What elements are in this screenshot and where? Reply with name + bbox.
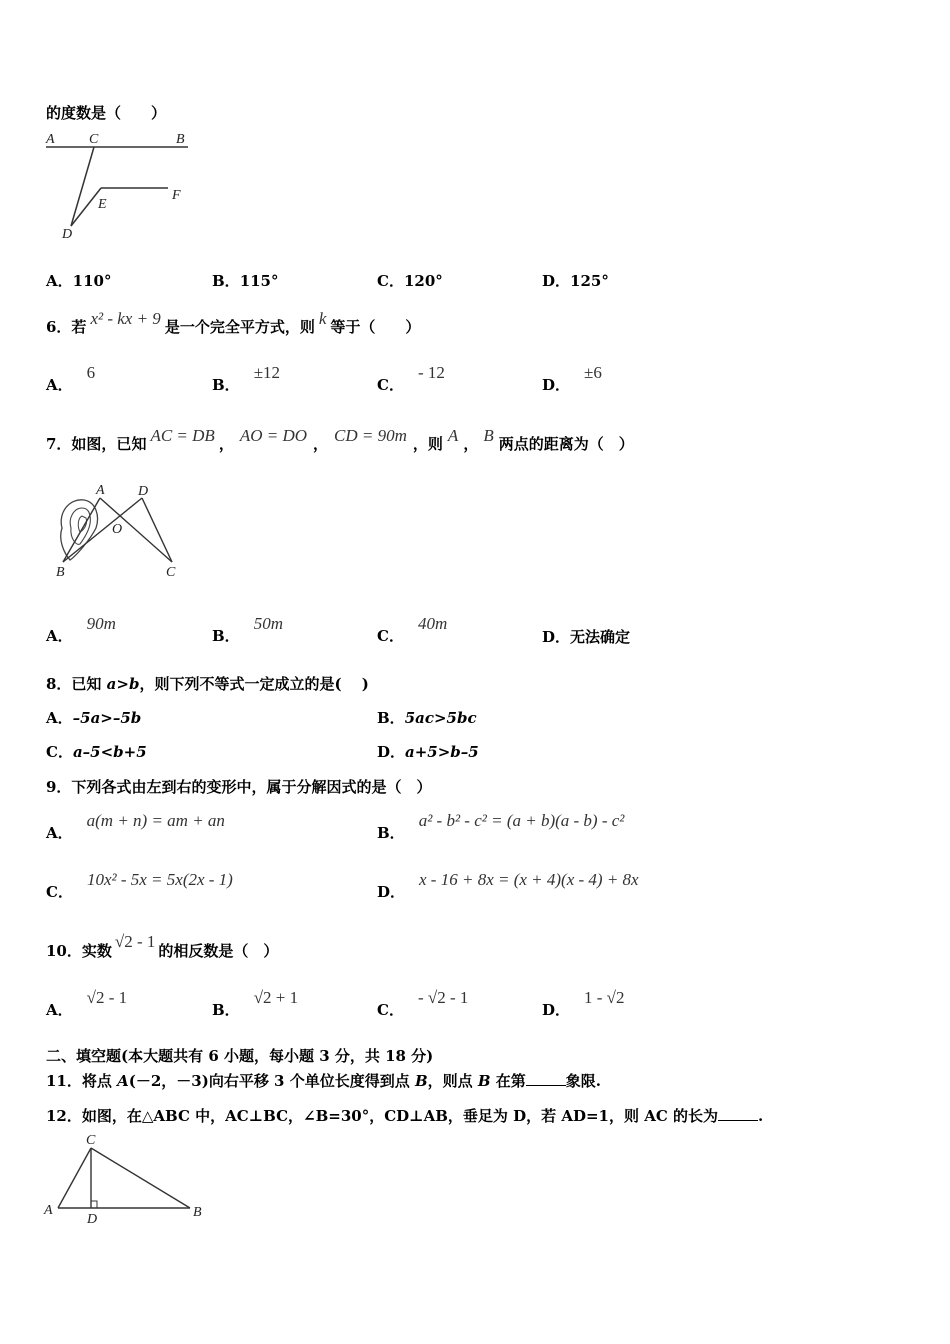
line-cd <box>71 147 94 226</box>
q9-option-c[interactable]: C．10x² - 5x = 5x(2x - 1) <box>46 870 233 901</box>
q7-label-a: A <box>96 483 105 498</box>
q6-option-d[interactable]: D．±6 <box>542 363 602 394</box>
q10-option-c[interactable]: C．- √2 - 1 <box>377 988 469 1019</box>
q7-label-d: D <box>138 484 149 499</box>
q7-option-c[interactable]: C．40m <box>377 614 448 645</box>
q8-option-d[interactable]: D．a+5>b–5 <box>377 743 479 761</box>
segment-db <box>63 498 142 562</box>
q7-label-c: C <box>166 565 176 580</box>
q12-figure <box>40 1130 215 1225</box>
q7-label-b: B <box>56 565 65 580</box>
q5-option-c[interactable]: C．120° <box>377 272 443 290</box>
line-de <box>71 188 101 226</box>
q10-expr: √2 - 1 <box>114 932 156 951</box>
q7-label-o: O <box>112 522 123 537</box>
pond-inner-1 <box>70 508 90 544</box>
q9-option-d[interactable]: D．x - 16 + 8x = (x + 4)(x - 4) + 8x <box>377 870 639 901</box>
q9-option-a[interactable]: A．a(m + n) = am + an <box>46 811 225 842</box>
q5-option-d[interactable]: D．125° <box>542 272 609 290</box>
q5-label-a: A <box>46 132 55 147</box>
segment-dc <box>142 498 172 562</box>
q7-option-a[interactable]: A．90m <box>46 614 116 645</box>
q12-stem: 12．如图，在△ABC 中，AC⊥BC，∠B=30°，CD⊥AB，垂足为 D，若 AD=1，则 AC 的长为 . <box>46 1107 764 1125</box>
q8-option-b[interactable]: B．5ac>5bc <box>377 709 477 727</box>
q12-label-c: C <box>86 1133 96 1148</box>
segment-ac <box>100 498 172 562</box>
q8-option-a[interactable]: A．–5a>–5b <box>46 709 142 727</box>
q9-stem: 9．下列各式由左到右的变形中，属于分解因式的是（ ） <box>46 778 432 796</box>
q5-label-e: E <box>98 197 107 212</box>
q11-answer-blank[interactable] <box>526 1071 566 1086</box>
q5-label-b: B <box>176 132 185 147</box>
q12-answer-blank[interactable] <box>718 1106 758 1121</box>
q5-option-b[interactable]: B．115° <box>212 272 279 290</box>
right-angle-mark <box>91 1201 97 1208</box>
q7-stem: 7．如图，已知 AC = DB ， AO = DO ， CD = 90m ，则 A ， B 两点的距离为（ ） <box>46 426 634 453</box>
q6-option-b[interactable]: B．±12 <box>212 363 281 394</box>
q12-label-a: A <box>44 1203 53 1218</box>
section-2-title: 二、填空题(本大题共有 6 小题，每小题 3 分，共 18 分) <box>46 1047 434 1065</box>
q6-option-c[interactable]: C．- 12 <box>377 363 445 394</box>
q5-stem: 的度数是（ ） <box>46 104 167 122</box>
q10-option-a[interactable]: A．√2 - 1 <box>46 988 128 1019</box>
q10-stem: 10．实数 √2 - 1 的相反数是（ ） <box>46 932 279 960</box>
q9-option-b[interactable]: B．a² - b² - c² = (a + b)(a - b) - c² <box>377 811 625 842</box>
q10-option-b[interactable]: B．√2 + 1 <box>212 988 299 1019</box>
q7-option-d[interactable]: D．无法确定 <box>542 628 631 646</box>
q8-option-c[interactable]: C．a–5<b+5 <box>46 743 147 761</box>
q5-label-f: F <box>172 188 181 203</box>
q5-label-d: D <box>62 227 73 242</box>
q10-option-d[interactable]: D．1 - √2 <box>542 988 625 1019</box>
q6-stem: 6．若 x² - kx + 9 是一个完全平方式，则 k 等于（ ） <box>46 309 421 336</box>
q5-label-c: C <box>89 132 99 147</box>
q5-figure <box>40 128 200 243</box>
q12-label-d: D <box>87 1212 98 1225</box>
q6-var: k <box>318 309 327 328</box>
q6-expr: x² - kx + 9 <box>90 309 161 328</box>
q7-figure <box>44 478 194 583</box>
q11-stem: 11．将点 A(－2，－3)向右平移 3 个单位长度得到点 B，则点 B 在第 象限. <box>46 1072 602 1090</box>
segment-cb <box>91 1148 190 1208</box>
q5-option-a[interactable]: A．110° <box>46 272 112 290</box>
segment-ac <box>58 1148 91 1208</box>
q8-stem: 8．已知 a>b，则下列不等式一定成立的是( ) <box>46 675 369 693</box>
q12-label-b: B <box>193 1205 202 1220</box>
q7-option-b[interactable]: B．50m <box>212 614 283 645</box>
q6-option-a[interactable]: A．6 <box>46 363 96 394</box>
